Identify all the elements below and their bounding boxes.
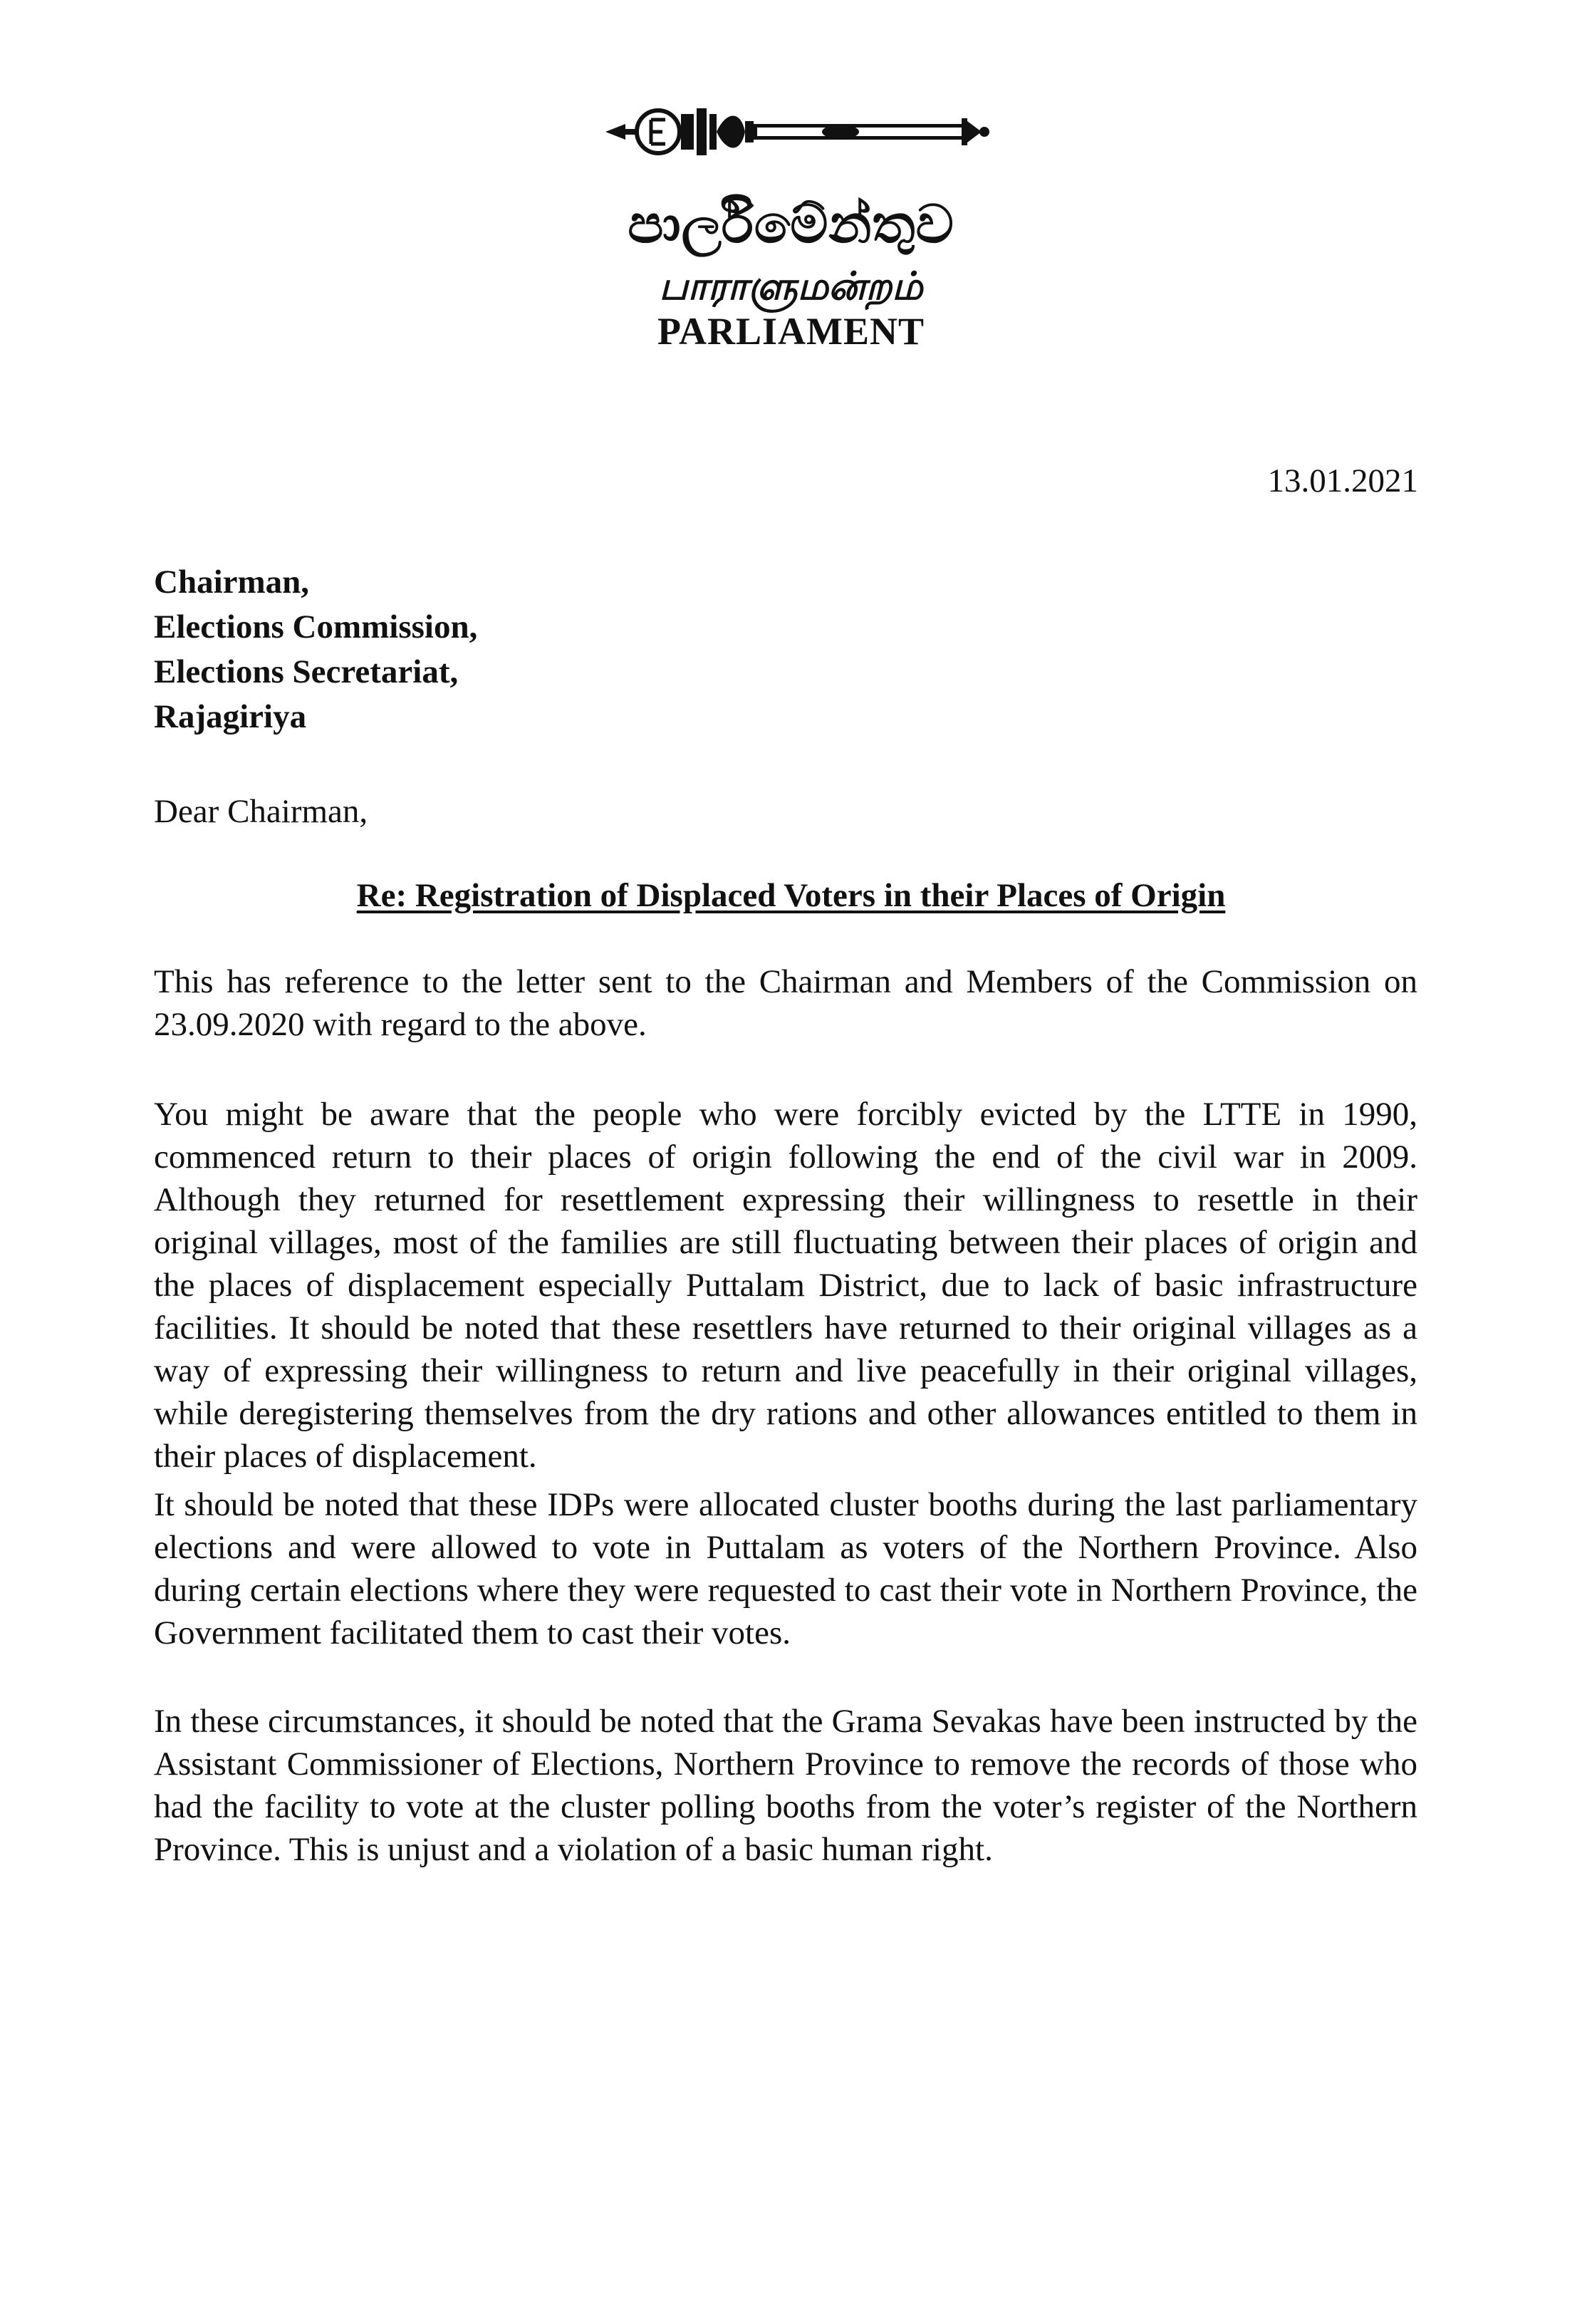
salutation: Dear Chairman, [154, 793, 368, 830]
recipient-line: Rajagiriya [154, 698, 307, 735]
parliament-name-english: PARLIAMENT [657, 310, 925, 353]
subject-line: Re: Registration of Displaced Voters in their Places of Origin [356, 877, 1226, 914]
recipient-line: Elections Commission, [154, 608, 478, 645]
letter-date: 13.01.2021 [1267, 462, 1418, 499]
body-paragraph-4: In these circumstances, it should be noted that the Grama Sevakas have been instructed by the Assistant Commissioner of Elections, Northern Province to remove the records of those who had the facility to vote at the cluster polling booths from the voter’s register of the Northern Province. This is unjust and a violation of a basic human right. [154, 1703, 1417, 1868]
parliament-name-tamil: பாராளுமன்றம் [659, 264, 923, 308]
recipient-line: Chairman, [154, 564, 310, 601]
mace-emblem-icon [605, 93, 990, 171]
body-paragraph-1: This has reference to the letter sent to the Chairman and Members of the Commission on 23.09.2020 with regard to the above. [154, 963, 1417, 1043]
body-paragraph-2: You might be aware that the people who were forcibly evicted by the LTTE in 1990, commenced return to their places of origin following the end of the civil war in 2009. Although they returned for resettlement expressing their willingness to resettle in their original villages, most of the families are still fluctuating between their places of origin and the places of displacement especially Puttalam District, due to lack of basic infrastructure facilities. It should be noted that these resettlers have returned to their original villages as a way of expressing their willingness to return and live peacefully in their original villages, while deregistering themselves from the dry rations and other allowances entitled to them in their places of displacement. [154, 1096, 1417, 1475]
parliament-name-sinhala: පාර්ලිමේන්තුව [628, 194, 954, 255]
recipient-address [154, 560, 477, 740]
body-paragraph-3: It should be noted that these IDPs were allocated cluster booths during the last parliamentary elections and were allowed to vote in Puttalam as voters of the Northern Province. Also during certain elections where they were requested to cast their vote in Northern Province, the Government facilitated them to cast their votes. [154, 1486, 1417, 1651]
recipient-line: Elections Secretariat, [154, 653, 459, 690]
